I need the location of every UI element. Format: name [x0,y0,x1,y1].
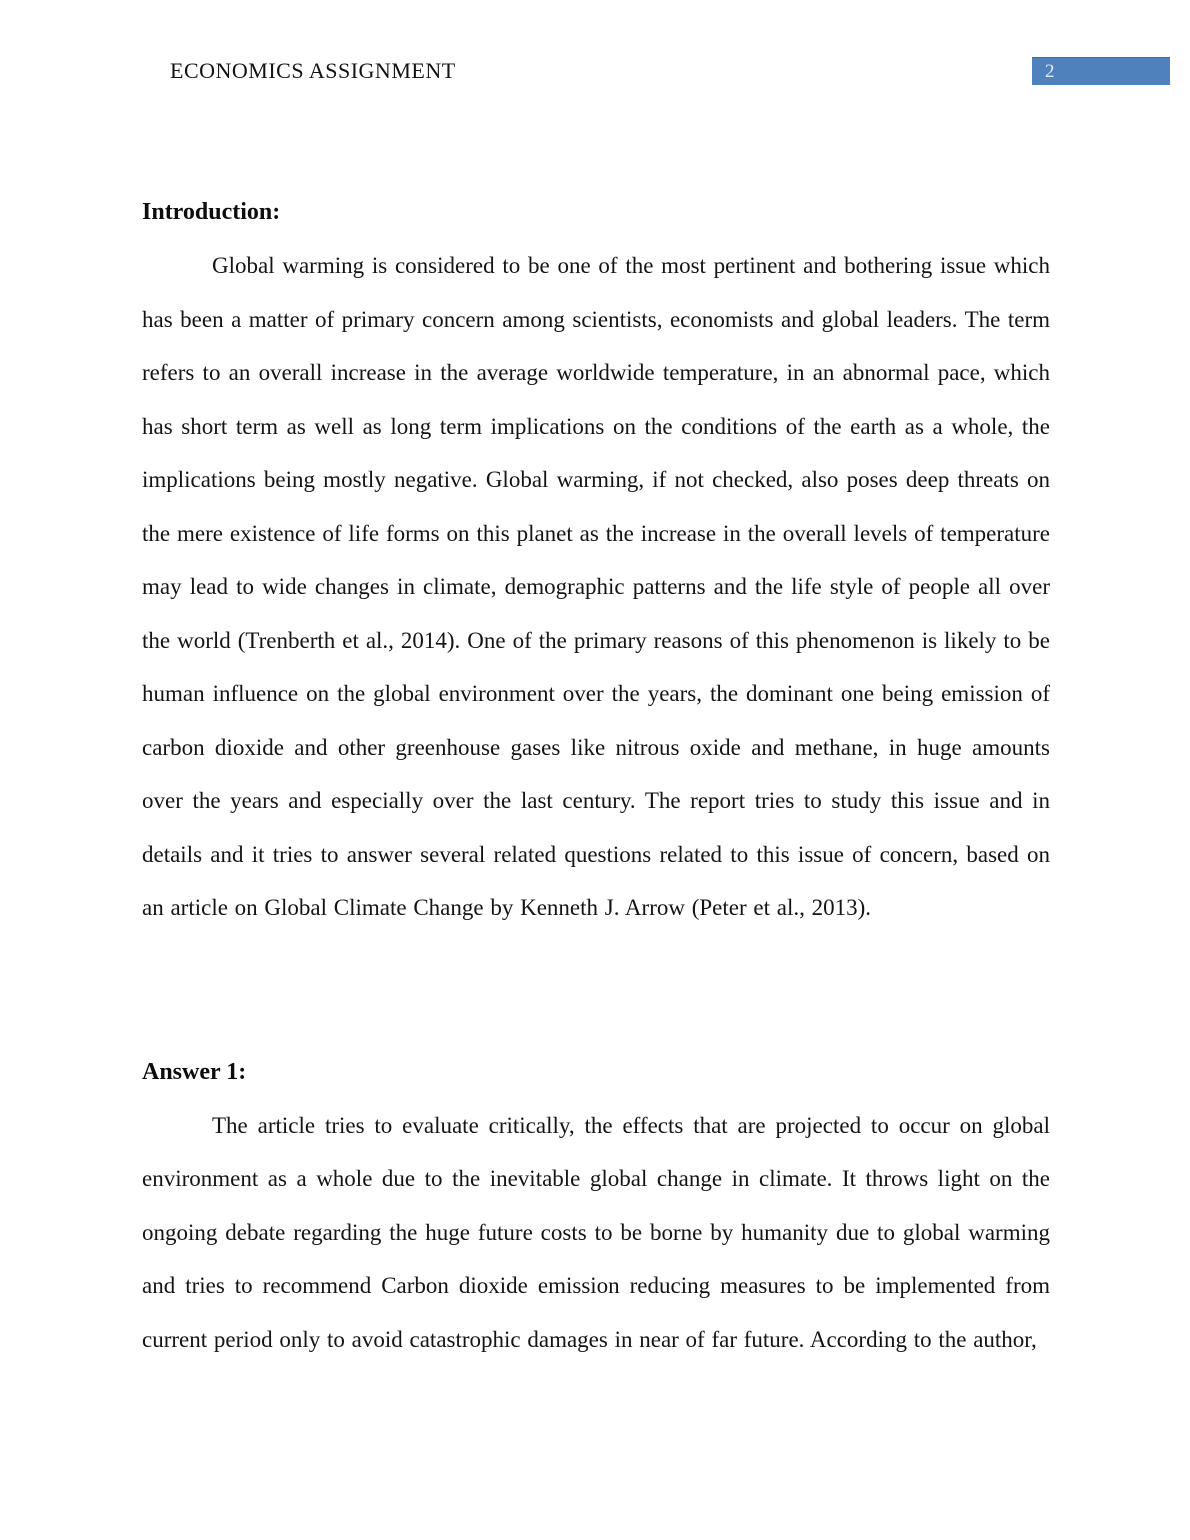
header-title: ECONOMICS ASSIGNMENT [170,58,456,83]
paragraph-introduction: Global warming is considered to be one of the most pertinent and bothering issue which has been a matter of primary concern among scientists, economists and global leaders. The term refers to an overall increase in the average worldwide temperature, in an abnormal pace, which has short term as well as long term implications on the conditions of the earth as a whole, the implications being mostly negative. Global warming, if not checked, also poses deep threats on the mere existence of life forms on this planet as the increase in the overall levels of temperature may lead to wide changes in climate, demographic patterns and the life style of people all over the world (Trenberth et al., 2014). One of the primary reasons of this phenomenon is likely to be human influence on the global environment over the years, the dominant one being emission of carbon dioxide and other greenhouse gases like nitrous oxide and methane, in huge amounts over the years and especially over the last century. The report tries to study this issue and in details and it tries to answer several related questions related to this issue of concern, based on an article on Global Climate Change by Kenneth J. Arrow (Peter et al., 2013). [142,253,1050,920]
document-body [142,186,1050,1366]
page-number-box [1032,57,1170,85]
paragraph-answer-1: The article tries to evaluate critically, the effects that are projected to occur on global environment as a whole due to the inevitable global change in climate. It throws light on the ongoing debate regarding the huge future costs to be borne by humanity due to global warming and tries to recommend Carbon dioxide emission reducing measures to be implemented from current period only to avoid catastrophic damages in near of far future. According to the author, [142,1112,1050,1352]
page-number: 2 [1045,60,1055,82]
section-introduction [142,186,1050,935]
section-heading-introduction: Introduction: [142,199,281,225]
section-answer-1 [142,1046,1050,1367]
section-heading-answer-1: Answer 1: [142,1058,247,1085]
running-header [170,56,1170,86]
